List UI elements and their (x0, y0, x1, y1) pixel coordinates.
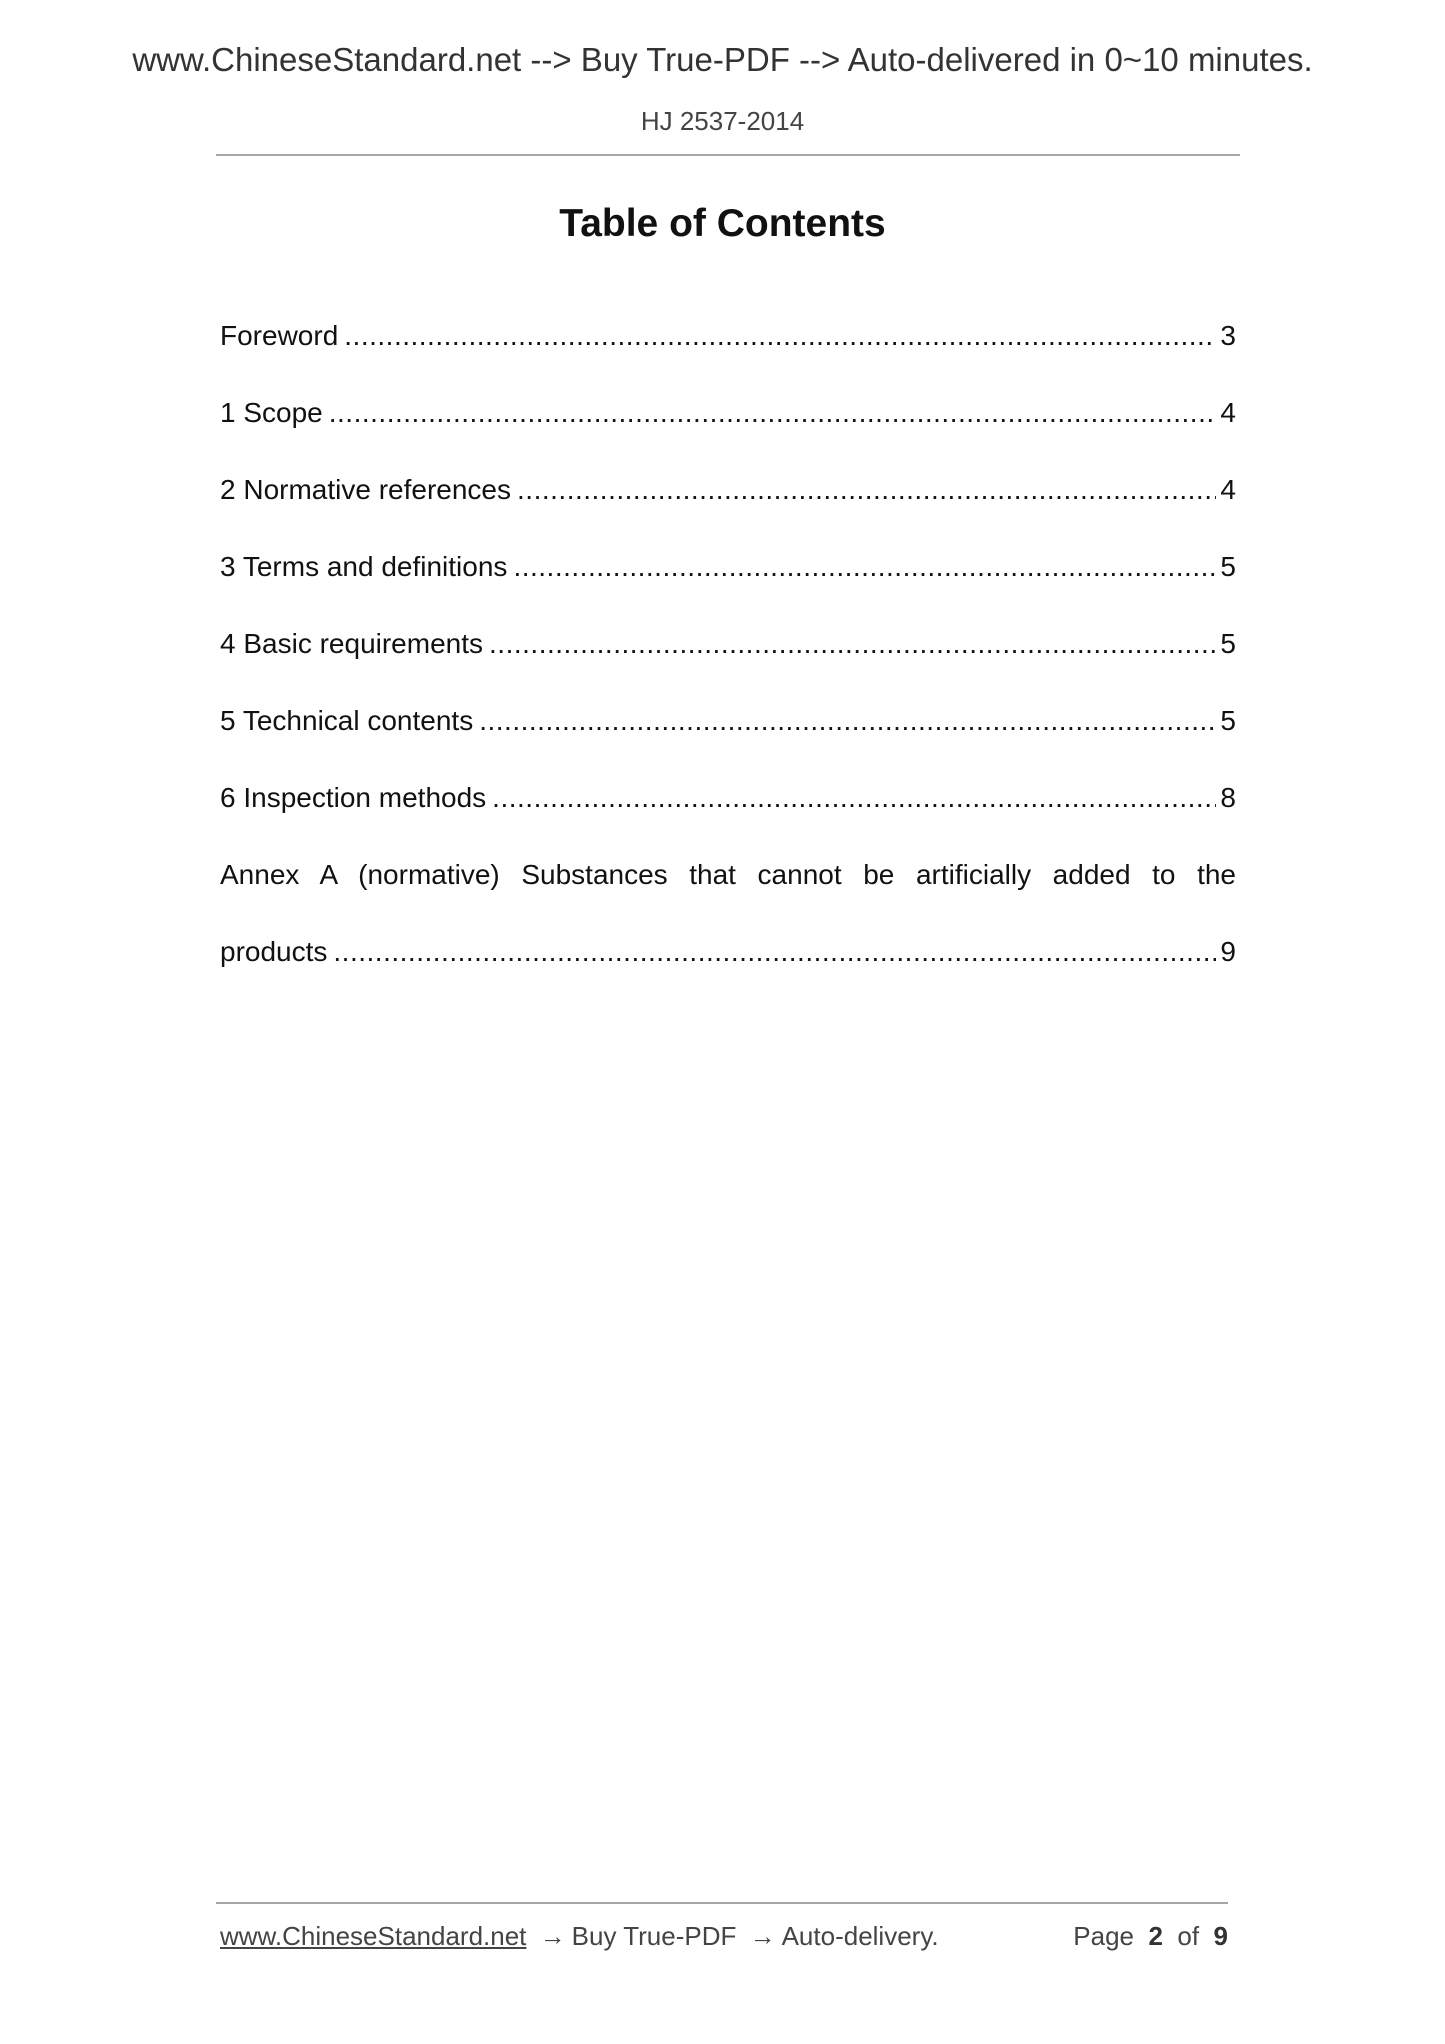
toc-entry-label: products (220, 936, 328, 967)
toc-entry-scope[interactable] (220, 393, 1236, 470)
toc-entry-page: 4 (1220, 397, 1236, 428)
toc-entry-page: 8 (1220, 782, 1236, 813)
site-link[interactable]: www.ChineseStandard.net (220, 1921, 527, 1951)
toc-entry-label: 2 Normative references (220, 474, 512, 505)
toc-entry-label: 3 Terms and definitions (220, 551, 508, 582)
document-code: HJ 2537-2014 (640, 106, 805, 136)
toc-entry-page: 5 (1220, 628, 1236, 659)
toc-entry-annex-a-line1[interactable]: Annex A (normative) Substances that cannot be artificially added to the (220, 859, 1236, 890)
toc-entry-label: 6 Inspection methods (220, 782, 487, 813)
toc-entry-page: 3 (1220, 320, 1236, 351)
toc-entry-annex-a[interactable] (220, 932, 1236, 1009)
toc-entry-page: 9 (1220, 936, 1236, 967)
toc-entry-foreword[interactable] (220, 316, 1236, 393)
dot-leader (344, 316, 1216, 356)
page-title: Table of Contents (559, 202, 886, 245)
page-indicator (1073, 1918, 1228, 1954)
dot-leader (517, 470, 1216, 510)
total-page-number: 9 (1213, 1921, 1228, 1951)
site-banner: www.ChineseStandard.net --> Buy True-PDF --> Auto-delivered in 0~10 minutes. (132, 41, 1313, 78)
toc-entry-page: 5 (1220, 551, 1236, 582)
arrow-right-icon: → (539, 1921, 566, 1951)
arrow-right-icon: → (749, 1921, 776, 1951)
footer-divider (216, 1902, 1228, 1904)
toc-entry-label: Foreword (220, 320, 339, 351)
dot-leader (479, 701, 1216, 741)
footer-buy-text: Buy True-PDF (571, 1921, 737, 1951)
toc-entry-page: 5 (1220, 705, 1236, 736)
toc-entry-label: 5 Technical contents (220, 705, 474, 736)
toc-entry-basic-requirements[interactable] (220, 624, 1236, 701)
current-page-number: 2 (1148, 1921, 1163, 1951)
toc-entry-normative-references[interactable] (220, 470, 1236, 547)
dot-leader (329, 393, 1217, 433)
footer-delivery-text: Auto-delivery. (781, 1921, 939, 1951)
dot-leader (513, 547, 1216, 587)
toc-entry-inspection-methods[interactable] (220, 778, 1236, 855)
toc-entry-label: 1 Scope (220, 397, 323, 428)
page-word: Page (1073, 1921, 1135, 1951)
dot-leader (489, 624, 1216, 664)
footer-promo (220, 1918, 939, 1954)
toc-entry-label: 4 Basic requirements (220, 628, 484, 659)
toc-entry-terms-and-definitions[interactable] (220, 547, 1236, 624)
toc-entry-page: 4 (1220, 474, 1236, 505)
header-divider (216, 154, 1240, 156)
table-of-contents (220, 316, 1236, 1009)
of-word: of (1177, 1921, 1200, 1951)
toc-entry-technical-contents[interactable] (220, 701, 1236, 778)
dot-leader (492, 778, 1216, 818)
dot-leader (333, 932, 1216, 972)
